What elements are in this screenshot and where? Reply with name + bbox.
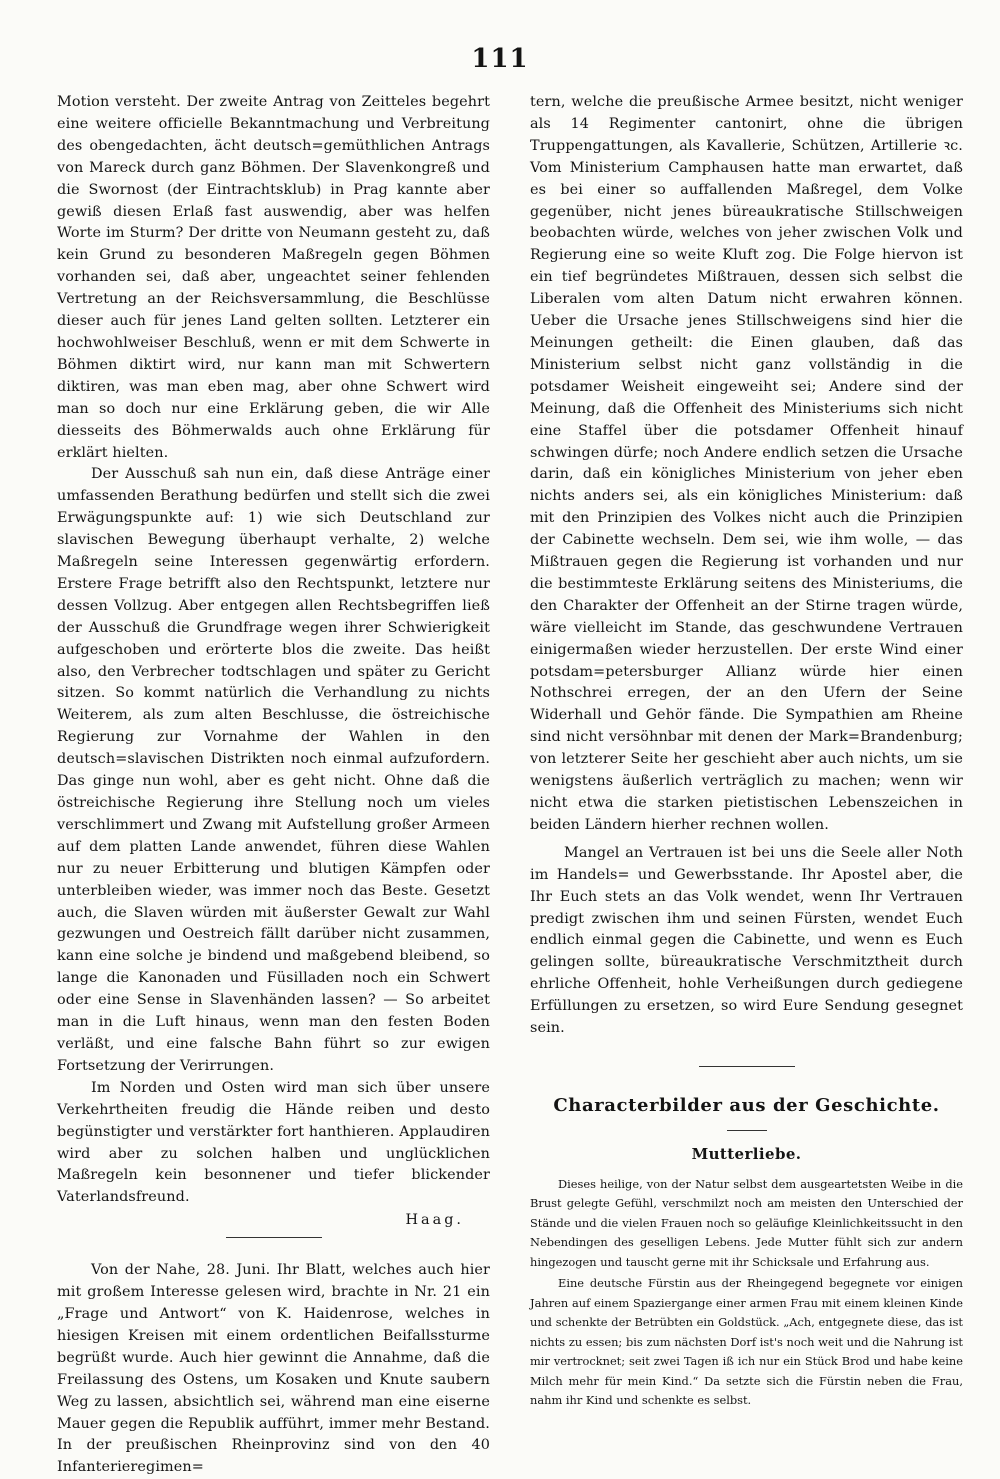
article-paragraph: tern, welche die preußische Armee besitzt, nicht weniger als 14 Regimenter cantonirt, ohne die übrigen Truppengattungen, als Kavallerie, Schützen, Artillerie ꝛc. Vom Ministerium Camphausen hatte man erwartet, daß es bei einer so auffallenden Maßregel, dem Volke gegenüber, nicht jenes büreaukratische Stillschweigen beobachten würde, welches von jeher zwischen Volk und Regierung eine so weite Kluft zog. Die Folge hiervon ist ein tief begründetes Mißtrauen, dessen sich selbst die Liberalen vom alten Datum nicht erwahren können. Ueber die Ursache jenes Stillschweigens sind hier die Meinungen getheilt: die Einen glauben, daß das Ministerium selbst nicht ganz vollständig in die potsdamer Weisheit eingeweiht sei; Andere sind der Meinung, daß die Offenheit des Ministeriums sich nicht eine Staffel über die potsdamer Offenheit hinauf schwingen dürfe; noch Andere endlich setzen die Ursache darin, daß ein königliches Ministerium von jeher eben nichts anders sei, als ein königliches Ministerium: daß mit den Prinzipien des Volkes nicht auch die Prinzipien der Cabinette wechseln. Dem sei, wie ihm wolle, — das Mißtrauen gegen die Regierung ist vorhanden und nur die bestimmteste Erklärung seitens des Ministeriums, die den Charakter der Offenheit an der Stirne tragen würde, wäre vielleicht im Stande, das geschwundene Vertrauen einigermaßen wieder herzustellen. Der erste Wind einer potsdam=petersburger Allianz würde hier einen Nothschrei erregen, der an den Ufern der Seine Widerhall und Gehör fände. Die Sympathien am Rheine sind nicht versöhnbar mit denen der Mark=Brandenburg; von letzterer Seite her geschieht aber auch nichts, um sie wenigstens äußerlich verträglich zu machen; wenn wir nicht etwa die starken pietistischen Lebenszeichen in beiden Ländern hierher rechnen wollen.: [530, 94, 963, 833]
story-paragraph: Dieses heilige, von der Natur selbst dem ausgeartetsten Weibe in die Brust gelegte Gefühl, verschmilzt noch am meisten den Unterschied der Stände und die vielen Frauen noch so geläufige Kleinlichkeitssucht in den Nebendingen des geselligen Lebens. Jede Mutter fühlt sich zur andern hingezogen und tauscht gerne mit ihr Schicksale und Erfahrung aus.: [530, 1176, 963, 1269]
article-paragraph: Im Norden und Osten wird man sich über unsere Verkehrtheiten freudig die Hände reiben und desto begünstigter und verstärkter fort hanthieren. Applaudiren wird aber zu solchen halben und unglücklichen Maßregeln kein besonnener und tiefer blickender Vaterlandsfreund.: [57, 1079, 490, 1206]
author-signature: Haag.: [405, 1212, 464, 1229]
left-column: [57, 92, 490, 1479]
right-column: [530, 92, 963, 1411]
story-paragraph: Eine deutsche Fürstin aus der Rheingegend begegnete vor einigen Jahren auf einem Spaziergange einer armen Frau mit einem kleinen Kinde und schenkte der Betrübten ein Goldstück. „Ach, entgegnete diese, das ist nichts zu essen; bis zum nächsten Dorf ist's noch weit und die Nahrung ist mir vertrocknet; seit zwei Tagen iß ich nur ein Stück Brod und habe keine Milch mehr für mein Kind.“ Da setzte sich die Fürstin neben die Frau, nahm ihr Kind und schenkte es selbst.: [530, 1276, 963, 1408]
article-paragraph: Von der Nahe, 28. Juni. Ihr Blatt, welches auch hier mit großem Interesse gelesen wird, brachte in Nr. 21 ein „Frage und Antwort“ von K. Haidenrose, welches in hiesigen Kreisen mit einem ordentlichen Beifallssturme begrüßt wurde. Auch hier gewinnt die Annahme, daß die Freilassung des Ostens, um Kosaken und Knute saubern Weg zu lassen, absichtlich sei, während man eine eiserne Mauer gegen die Republik aufführt, immer mehr Bestand. In der preußischen Rheinprovinz sind von den 40 Infanterieregimen=: [57, 1262, 490, 1476]
title-divider: [727, 1130, 767, 1131]
page-number: 111: [471, 44, 529, 74]
article-paragraph: Der Ausschuß sah nun ein, daß diese Anträge einer umfassenden Berathung bedürfen und stellt sich die zwei Erwägungspunkte auf: 1) wie sich Deutschland zur slavischen Bewegung überhaupt verhalte, 2) welche Maßregeln seine Interessen gegenwärtig erfordern. Erstere Frage betrifft also den Rechtspunkt, letztere nur dessen Vollzug. Aber entgegen allen Rechtsbegriffen ließ der Ausschuß die Grundfrage wegen ihrer Schwierigkeit aufgeschoben und erörterte blos die zweite. Das heißt also, den Verbrecher todtschlagen und später zu Gericht sitzen. So kommt natürlich die Verhandlung zu nichts Weiterem, als zum alten Beschlusse, die östreichische Regierung zur Vornahme der Wahlen in den deutsch=slavischen Distrikten noch einmal aufzufordern. Das ginge nun wohl, aber es geht nicht. Ohne daß die östreichische Regierung ihre Stellung noch um vieles verschlimmert und Zwang mit Aufstellung großer Armeen auf dem platten Lande anwendet, führen diese Wahlen nur zu neuer Erbitterung und blutigen Kämpfen oder unterbleiben wieder, was immer noch das Beste. Gesetzt auch, die Slaven würden mit äußerster Gewalt zur Wahl gezwungen und Oestreich fällt darüber nicht zusammen, kann eine solche je bindend und maßgebend bleibend, so lange die Kanonaden und Füsilladen noch ein Schwert oder eine Sense in Slavenhänden lassen? — So arbeitet man in die Luft hinaus, wenn man den festen Boden verläßt, und eine falsche Bahn führt so zur ewigen Fortsetzung der Verirrungen.: [57, 466, 490, 1074]
section-title: Characterbilder aus der Geschichte.: [553, 1094, 940, 1116]
subsection-title: Mutterliebe.: [691, 1144, 802, 1163]
section-divider: [699, 1066, 795, 1067]
article-divider: [226, 1237, 322, 1238]
article-paragraph: Motion versteht. Der zweite Antrag von Zeitteles begehrt eine weitere officielle Bekanntmachung und Verbreitung des obengedachten, ächt deutsch=gemüthlichen Antrags von Mareck durch ganz Böhmen. Der Slavenkongreß und die Swornost (der Eintrachtsklub) in Prag kannte aber gewiß diesen Erlaß fast auswendig, aber was helfen Worte im Sturm? Der dritte von Neumann gesteht zu, daß kein Grund zu besonderen Maßregeln gegen Böhmen vorhanden sei, daß aber, ungeachtet seiner fehlenden Vertretung an der Reichsversammlung, die Beschlüsse dieser auch für jenes Land gelten sollten. Letzterer ein hochwohlweiser Beschluß, wenn er mit dem Schwerte in Böhmen diktirt wird, nur kann man mit Schwertern diktiren, was man eben mag, aber ohne Schwert wird man so doch nur eine Erklärung geben, die wir Alle diesseits des Böhmerwalds auch ohne Erklärung für erklärt hielten.: [57, 94, 490, 461]
article-paragraph: Mangel an Vertrauen ist bei uns die Seele aller Noth im Handels= und Gewerbsstande. Ihr Apostel aber, die Ihr Euch stets an das Volk wendet, wenn Ihr Vertrauen predigt zwischen ihm und seinen Fürsten, wendet Euch endlich einmal gegen die Cabinette, und wenn es Euch gelingen sollte, büreaukratische Verschmitztheit durch ehrliche Offenheit, hohle Verheißungen durch gediegene Erfüllungen zu ersetzen, so wird Eure Sendung gesegnet sein.: [530, 844, 963, 1037]
